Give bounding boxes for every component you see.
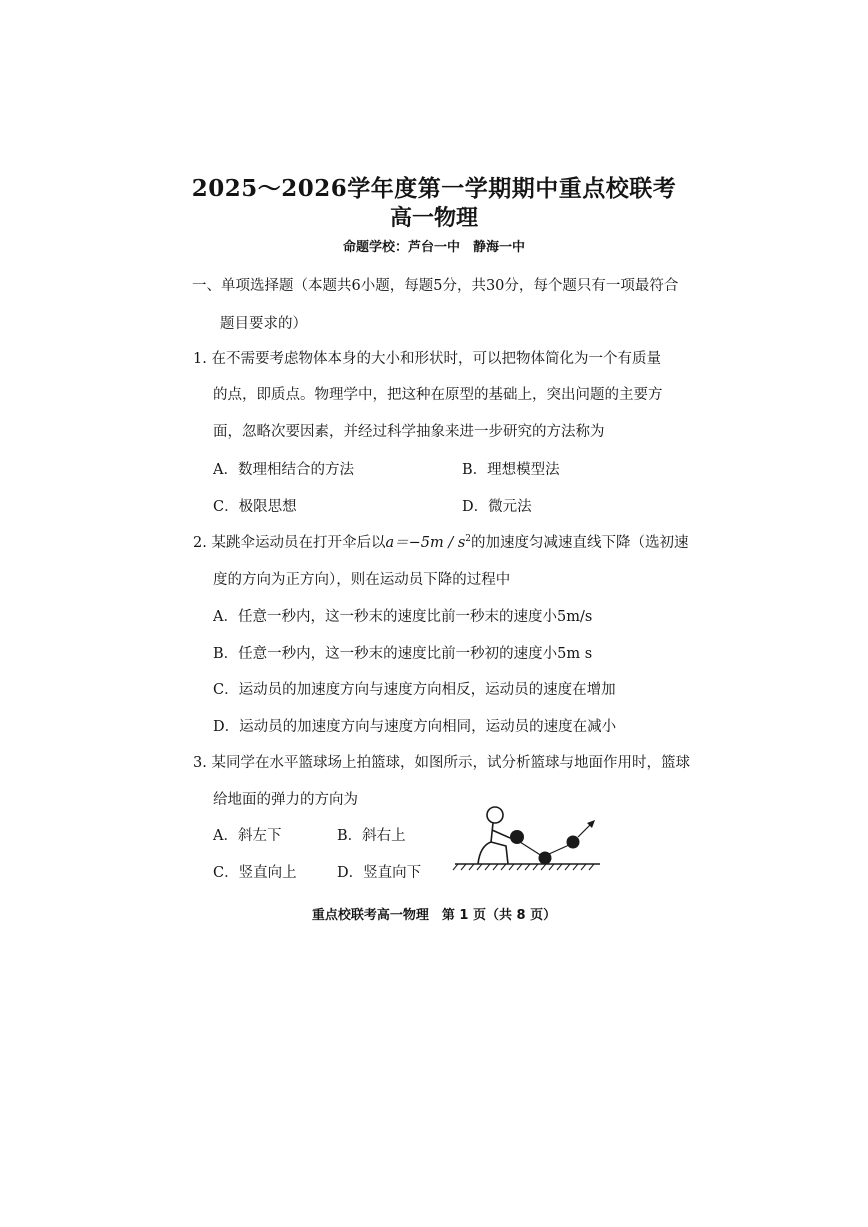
basketball-rebound [567, 836, 580, 849]
student-leg-front [491, 842, 508, 864]
q2-option-a: A．任意一秒内，这一秒末的速度比前一秒末的速度小5m/s [213, 609, 593, 625]
student-body [491, 823, 493, 842]
q1-line1: 1. 在不需要考虑物体本身的大小和形状时，可以把物体简化为一个有质量 [193, 351, 661, 367]
exam-title: 2025～2026学年度第一学期期中重点校联考 [191, 175, 677, 202]
student-figure [478, 807, 510, 864]
q2-line2: 度的方向为正方向），则在运动员下降的过程中 [213, 572, 511, 588]
q2-formula: a＝−5m / s [385, 535, 466, 551]
q3-option-b: B．斜右上 [337, 828, 406, 844]
q3-line1: 3. 某同学在水平篮球场上拍篮球，如图所示，试分析篮球与地面作用时，篮球 [193, 755, 690, 771]
ball-path-up [549, 845, 569, 854]
basketball-in-hand [510, 830, 524, 844]
ground-hatching [453, 864, 594, 870]
q3-option-d: D．竖直向下 [337, 865, 422, 881]
section-heading-line2: 题目要求的） [220, 316, 307, 332]
q1-option-c: C．极限思想 [213, 499, 297, 515]
exam-subject: 高一物理 [389, 205, 478, 231]
q1-line3: 面，忽略次要因素，并经过科学抽象来进一步研究的方法称为 [213, 424, 605, 440]
q1-option-b: B．理想模型法 [462, 462, 560, 478]
student-leg-back [478, 842, 491, 864]
q2-option-d: D．运动员的加速度方向与速度方向相同，运动员的速度在减小 [213, 719, 617, 735]
q2-option-b: B．任意一秒内，这一秒末的速度比前一秒初的速度小5m s [213, 646, 593, 662]
basketball-bounce-figure [450, 800, 610, 875]
q3-option-a: A．斜左下 [213, 828, 282, 844]
page-footer: 重点校联考高一物理 第 1 页（共 8 页） [311, 908, 557, 923]
q2-line1-text-b: 的加速度匀减速直线下降（选初速 [471, 535, 689, 551]
q2-line1-text-a: 2. 某跳伞运动员在打开伞后以 [193, 535, 386, 551]
q1-line2: 的点，即质点。物理学中，把这种在原型的基础上，突出问题的主要方 [213, 387, 663, 403]
q3-line2: 给地面的弹力的方向为 [213, 792, 358, 808]
student-arm [492, 830, 510, 838]
ball-path-down [520, 842, 542, 856]
q3-option-c: C．竖直向上 [213, 865, 297, 881]
q1-option-d: D．微元法 [462, 499, 532, 515]
section-heading-line1: 一、单项选择题（本题共6小题，每题5分，共30分，每个题只有一项最符合 [192, 278, 679, 294]
student-head [487, 807, 503, 823]
q2-formula-exponent: 2 [465, 534, 472, 545]
q2-option-c: C．运动员的加速度方向与速度方向相反，运动员的速度在增加 [213, 682, 616, 698]
exam-schools: 命题学校：芦台一中 静海一中 [342, 240, 525, 255]
q1-option-a: A．数理相结合的方法 [213, 462, 354, 478]
q2-line1 [193, 531, 689, 552]
